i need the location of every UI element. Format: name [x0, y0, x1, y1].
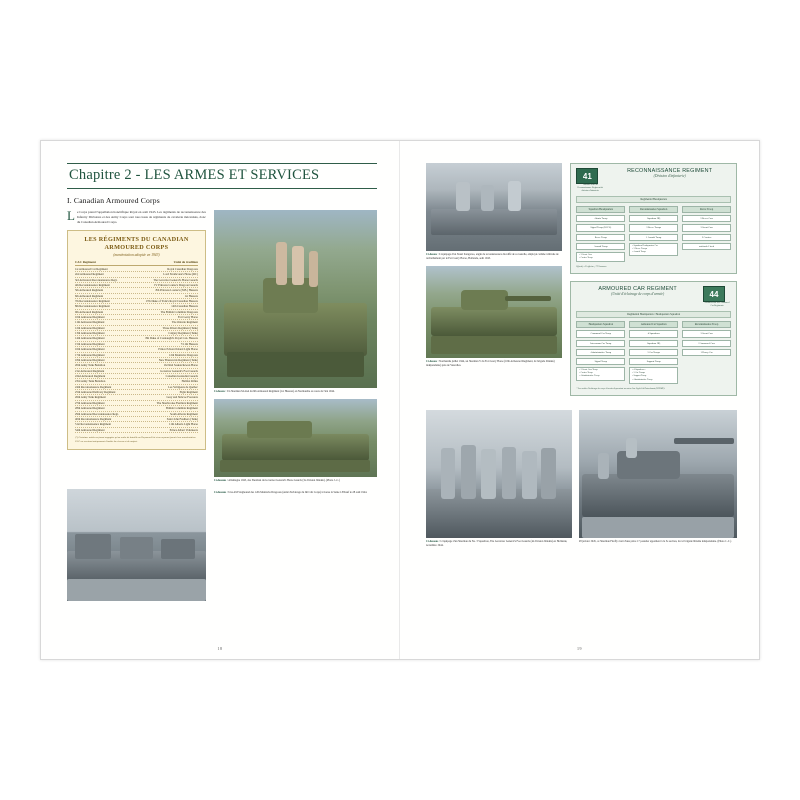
cell-tradition: Lord Strathcona's Horse (RC) — [163, 272, 198, 277]
caption-lead: Ci-dessus : — [213, 390, 227, 393]
org-chart-columns — [576, 321, 731, 386]
regiments-table-subtitle: (numérotation adoptée en 1943) — [113, 252, 160, 257]
org-node: anti-tank 2 inch — [682, 243, 731, 250]
org-chart-columns — [576, 206, 731, 265]
cell-regiment: 8th Reconnaissance Regiment — [75, 304, 110, 309]
org-node-header: Squadron Headquarters — [576, 206, 625, 214]
caption-photo-6 — [426, 540, 572, 548]
photo-label — [579, 535, 737, 538]
org-column-extra — [682, 206, 731, 265]
cell-tradition: New Brunswick Regiment (Tank) — [158, 357, 198, 362]
org-node: Support Troop — [629, 358, 678, 365]
org-column-left — [576, 206, 625, 265]
unit-number-badge-caption: Number-code des Armoured Car Regiments — [704, 302, 730, 308]
caption-text: Normandie juillet 1944, un Sherman V du Fort Garry Horse (10th Armoured Regiment, 2è brigade blindée) indépendante) près de Vaucelles. — [426, 360, 555, 368]
cell-regiment: 11th Armoured Regiment — [75, 320, 105, 325]
org-node-header: Reconnaissance Troop — [682, 321, 731, 329]
cell-tradition: 16/22nd Saskatchewan Horse — [163, 363, 198, 368]
org-node-header: Armoured Car Squadron — [629, 321, 678, 329]
org-node: Command Car Troop — [576, 330, 625, 337]
cell-tradition: Governor General's Foot Guards — [160, 368, 198, 373]
org-column-right — [629, 206, 678, 265]
org-chart-titles — [576, 286, 699, 296]
regiments-table-title-line2: ARMOURED CORPS — [104, 244, 169, 252]
cell-regiment: 9th Armoured Regiment — [75, 309, 104, 314]
org-node-header: Headquarters Squadron — [576, 321, 625, 329]
cell-regiment: 28th Armoured Regiment — [75, 406, 105, 411]
cell-tradition: 11th Alberta Light Horse — [169, 422, 198, 427]
org-chart-title: ARMOURED CAR REGIMENT — [598, 286, 677, 293]
org-node-detail: • 2 Scout Cars Troop — [579, 369, 598, 372]
chapter-title: Chapitre 2 - LES ARMES ET SERVICES — [69, 167, 320, 183]
org-node-detail: • Administrative Troop — [632, 378, 653, 381]
photo-label — [426, 355, 562, 358]
cell-regiment: 6th Armoured Regiment — [75, 293, 104, 298]
cell-tradition: The Sherbrooke Fusiliers Regiment — [156, 400, 198, 405]
photo-firefly-tank-crew-bw — [579, 410, 737, 538]
intro-paragraph-text: e Corps prend l'appellation honérifique Royal en août 1945. Les régiments de reconnaissance des Infantry Divisions et des Army Corps sont tous issus de régiments de cavalerie mécanisés, donc du Canadian Armoured Corps. — [76, 210, 206, 224]
org-node: Squadron HQ — [629, 340, 678, 347]
org-node-detail-list — [629, 243, 678, 256]
cell-tradition: Les Voltigeurs de Québec — [168, 384, 198, 389]
org-node: 3 Scout Cars — [682, 330, 731, 337]
cell-tradition: Saint John Fusiliers (Tank) — [166, 416, 198, 421]
org-node-detail: • 3 Car Troops — [632, 372, 645, 375]
org-node: 1 Heavy Car — [682, 349, 731, 356]
cell-regiment: 17th Armoured Regiment — [75, 352, 105, 357]
org-node: 2 Carriers — [682, 234, 731, 241]
cell-tradition: Grey and Simcoe Foresters — [166, 395, 198, 400]
unit-number-badge-caption: Number-code du Reconnaissance Regiment de division d'infanterie — [577, 184, 604, 192]
caption-lead: Ci-dessous : — [426, 539, 440, 543]
caption-text: L'équipage d'un Stuart Kangaroo, engin de reconnaissance décoiffé de sa tourelle, employé comme véhicule de ravitaillement par le Fort Garry Horse, Hollande, août 1945. — [426, 253, 559, 261]
org-chart-subtitle: (Division d'infanterie) — [653, 174, 686, 178]
cell-regiment: 22nd Armoured Regiment — [75, 373, 106, 378]
column-header-tradition: Unité de tradition — [173, 259, 198, 264]
caption-lead: Ci-dessous : — [213, 491, 228, 495]
org-chart-subtitle: (Unité d'éclairage de corps d'armée) — [611, 292, 665, 297]
org-node-detail: • Carrier Troop — [579, 372, 593, 375]
photo-tank-crew-group-colour — [214, 210, 377, 388]
cell-regiment: 4th Reconnaissance Regiment — [75, 282, 110, 287]
org-node: 3 Recce Cars — [682, 215, 731, 222]
cell-regiment: 16th Armoured Regiment — [75, 347, 105, 352]
org-node: Signal Troop (RCCS) — [576, 224, 625, 231]
org-node: Signal Troop — [576, 358, 625, 365]
org-node: Admin Troop — [576, 215, 625, 222]
cell-regiment: 40th Reconnaissance Regiment — [75, 416, 112, 421]
photo-crew-on-turret-bw — [426, 163, 562, 251]
org-node-detail: • 3 Recce Troops — [632, 247, 648, 250]
org-charts-container — [570, 163, 737, 396]
cell-tradition: The Ontario Regiment — [171, 320, 198, 325]
org-node-detail: • 3 Scout Cars — [579, 254, 592, 257]
cell-tradition: Prince Albert Volunteers — [169, 427, 198, 432]
org-node: 3 Recce Troops — [629, 224, 678, 231]
org-chart-header — [576, 168, 731, 193]
section-title: I. Canadian Armoured Corps — [67, 196, 160, 205]
org-node-detail-list — [576, 252, 625, 262]
folio-right: 19 — [577, 646, 582, 651]
cell-tradition: South Alberta Regiment — [169, 411, 198, 416]
page-left — [41, 141, 400, 659]
caption-photo-4 — [426, 253, 562, 261]
cell-tradition: 8th Princess Louise's (N.B.) Hussars — [155, 288, 198, 293]
cell-tradition: IV Princess Louise's Dragoon Guards — [154, 282, 198, 287]
regiments-table-title-line1: LES RÉGIMENTS DU CANADIAN — [84, 236, 189, 244]
caption-photo-3 — [214, 491, 377, 495]
caption-photo-2 — [214, 479, 377, 483]
photo-label — [67, 598, 206, 601]
org-node-detail: • Squadron Headquarters Car — [632, 244, 658, 247]
org-node: 2 Armoured Cars — [682, 340, 731, 347]
org-node: Administrative Troop — [576, 349, 625, 356]
regiments-table-header-row — [75, 260, 198, 266]
cell-regiment: 12th Armoured Regiment — [75, 325, 105, 330]
org-chart-header — [576, 286, 731, 308]
cell-regiment: 5th Armoured Regiment — [75, 288, 104, 293]
org-node: Recce Troop — [576, 234, 625, 241]
cell-regiment: 29th Armoured Reconnaissance Regt. — [75, 411, 119, 416]
org-chart-root-node: Regimental Headquarters / Headquarters Squadron — [576, 311, 731, 318]
cell-tradition: Halifax Rifles — [181, 379, 198, 384]
caption-text: Un Sherman M-4A4 du 6th Armoured Regiment (1st Hussars) en Normandie au cours de l'été 1944. — [227, 390, 335, 393]
photo-sherman-side-view-colour — [426, 266, 562, 358]
cell-tradition: Calgary Regiment (Tank) — [168, 331, 198, 336]
cell-regiment: 2nd Armoured Regiment — [75, 272, 104, 277]
cell-regiment: 21st Armoured Regiment — [75, 368, 105, 373]
org-node-detail-list — [576, 367, 625, 380]
org-chart-41 — [570, 163, 737, 274]
photo-label — [426, 248, 562, 251]
regiments-table-note: (*) Certaines unités ne furent engagées qu'en ordre de bataille au Royaume-Uni et ne reçurent jamais leur numérotation CAC ou servirent uniquement d'unités de réserve et de renfort. — [75, 435, 196, 443]
photo-label — [426, 535, 572, 538]
org-column-right — [629, 321, 678, 386]
cell-regiment: 10th Armoured Regiment — [75, 315, 105, 320]
org-chart-root-node: Regimental Headquarters — [576, 196, 731, 203]
org-node-detail: • Support Troop — [632, 375, 647, 378]
caption-photo-1 — [214, 390, 377, 394]
cell-regiment: 27th Armoured Regiment — [75, 400, 105, 405]
org-node: 4 Squadrons — [629, 330, 678, 337]
regiments-table-title — [75, 236, 198, 252]
photo-label — [214, 385, 377, 388]
unit-number-badge-wrap — [703, 286, 731, 308]
org-column-left — [576, 321, 625, 386]
cell-regiment: 25th Armoured Delivery Regiment — [75, 390, 116, 395]
org-node-header: Recce Troop — [682, 206, 731, 214]
caption-text: L'équipage d'un Sherman du No. 3 Squadron, The Governor General's Foot Guards (4è division blindée) en Hollande, novembre 1944. — [426, 539, 568, 547]
intro-paragraph — [67, 210, 206, 224]
cell-regiment: 51st Reconnaissance Regiment — [75, 422, 111, 427]
cell-tradition: British Columbia Regiment — [165, 406, 198, 411]
cell-tradition: 7/11th Hussars — [180, 341, 198, 346]
cell-regiment: 1st Armoured Car Regiment — [75, 266, 108, 271]
caption-photo-7 — [579, 540, 737, 544]
caption-text: 28 janvier 1945, ce Sherman Firefly avait d'une pièce 17 pounder appartient à la 3e section, du 1è brigade blindée indépendante. (Photo J.-C.) — [578, 539, 732, 543]
cell-regiment: 18th Armoured Regiment — [75, 357, 105, 362]
org-node: Squadron HQ — [629, 215, 678, 222]
org-node: 3 Car Troops — [629, 349, 678, 356]
org-chart-title: RECONNAISSANCE REGIMENT — [627, 168, 713, 174]
photo-officers-group-bw — [426, 410, 572, 538]
org-node: Assault Troop — [576, 243, 625, 250]
org-node-detail: • Carrier Troop — [579, 257, 593, 260]
cell-regiment: 15th Armoured Regiment — [75, 341, 105, 346]
org-node: 3 Scout Cars — [682, 224, 731, 231]
cell-tradition: 8th Duke of Connaught's Royal Can. Hussars — [145, 336, 198, 341]
org-column-extra — [682, 321, 731, 386]
regiments-table-box — [67, 230, 206, 450]
cell-tradition: 17th Duke of York's Royal Canadian Hussars — [145, 298, 198, 303]
cell-tradition: The Governor General's Horse Guards — [153, 277, 198, 282]
cell-regiment: 26th Army Tank Regiment — [75, 395, 106, 400]
cell-regiment: 24th Reconnaissance Regiment — [75, 384, 112, 389]
cell-tradition: Canadian Grenadier Guards — [165, 373, 198, 378]
cell-regiment: 7th Reconnaissance Regiment — [75, 298, 110, 303]
cell-tradition: Three Rivers Regiment (Tank) — [162, 325, 198, 330]
unit-number-badge-wrap — [576, 168, 604, 193]
unit-number-badge: 44 — [703, 286, 725, 302]
cell-tradition: Prince Edward Island Light Horse — [158, 347, 198, 352]
org-node-detail: • Assault Troop — [632, 250, 646, 253]
book-spread — [40, 140, 760, 660]
cell-regiment: 13th Armoured Regiment — [75, 331, 105, 336]
caption-lead: Ci-dessus : — [426, 360, 439, 364]
folio-left: 18 — [217, 646, 223, 651]
cell-regiment: 20th Army Tank Battalion — [75, 363, 106, 368]
cell-regiment: 54th Armoured Regiment — [75, 427, 105, 432]
org-node-detail-list — [629, 367, 678, 383]
org-node: Intercomm Car Troop — [576, 340, 625, 347]
chapter-title-band — [67, 163, 377, 189]
caption-photo-5 — [426, 360, 562, 368]
cell-regiment: 3rd Armoured Reconnaissance Regt. — [75, 277, 118, 282]
cell-tradition: 1st Hussars — [184, 293, 198, 298]
regiments-table-body — [75, 267, 198, 433]
unit-number-badge: 41 — [576, 168, 598, 184]
cell-tradition: Royal Canadian Dragoons — [167, 266, 198, 271]
caption-text: Allemagne 1945, des Sherman du Governor General's Horse Guards (3e division blindée). (Photo J.-C.) — [228, 479, 340, 483]
photo-label — [214, 474, 377, 477]
drop-cap: L — [67, 208, 75, 223]
cell-regiment: 14th Armoured Regiment — [75, 336, 105, 341]
org-chart-footnote: Effectif : 41 officiers, 772 hommes — [576, 266, 607, 269]
org-chart-footnote: * Les unités d'éclairage de corps d'armée disposaient en outre d'un Light Aid Detachment (RCEME). — [576, 387, 665, 390]
org-chart-titles — [608, 168, 731, 178]
org-chart-44 — [570, 281, 737, 395]
photo-m10-tank-destroyer-colour — [214, 399, 377, 477]
cell-tradition: The British Columbia Dragoons — [160, 309, 198, 314]
org-node: 1 Assault Troop — [629, 234, 678, 241]
org-node-detail: • 4 Squadrons : — [632, 369, 646, 372]
cell-tradition: Fort Garry Horse — [177, 315, 198, 320]
cell-regiment: 23rd Army Tank Battalion — [75, 379, 106, 384]
page-right — [400, 141, 759, 659]
cell-tradition: 14th Canadian Hussars — [171, 304, 198, 309]
caption-lead: Ci-dessus : — [426, 253, 439, 256]
org-node-detail: • Administrative Troop — [579, 375, 600, 378]
caption-lead: Ci-dessous : — [213, 479, 228, 483]
photo-universal-carrier-column-bw — [67, 489, 206, 601]
cell-tradition: 12th Manitoba Dragoons — [169, 352, 198, 357]
cell-tradition: Elgin Regiment — [179, 390, 198, 395]
caption-text: Une AM Staghound des 12th Manitoba Dragoons (unité d'éclairage du IIè Cdn Corps) traverse la Seine à Elbeuf le 28 août 1944. — [228, 491, 368, 495]
column-header-regiment: CAC Regiment — [75, 259, 96, 264]
table-row — [75, 428, 198, 433]
org-node-header: Reconnaissance Squadron — [629, 206, 678, 214]
